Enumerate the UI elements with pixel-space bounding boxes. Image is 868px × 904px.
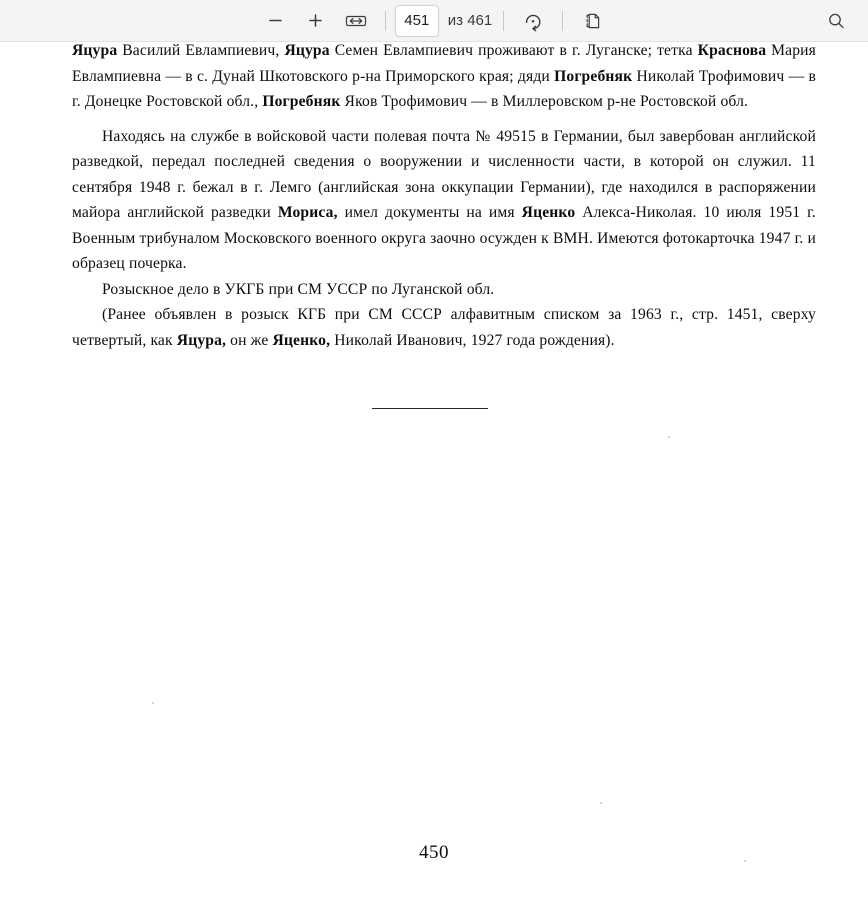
toolbar-center-group bbox=[0, 0, 868, 42]
page-number-input[interactable]: 451 bbox=[395, 5, 439, 37]
paragraph-4: (Ранее объявлен в розыск КГБ при СМ СССР алфавитным списком за 1963 г., стр. 1451, сверху четвертый, как Яцура, он же Яценко, Николай Иванович, 1927 года рождения). bbox=[72, 306, 816, 349]
paragraph-1: Яцура Василий Евлампиевич, Яцура Семен Евлампиевич проживают в г. Луганске; тетка Краснова Мария Евлампиевна — в с. Дунай Шкотовского р-на Приморского края; дяди Погребняк Николай Трофимович — в г. Донецке Ростовской обл., Погребняк Яков Трофимович — в Миллеровском р-не Ростовской обл. bbox=[72, 42, 817, 110]
paragraph-3: Розыскное дело в УКГБ при СМ УССР по Луганской обл. bbox=[102, 280, 495, 298]
pdf-viewer-toolbar bbox=[0, 0, 868, 42]
toolbar-right-group bbox=[816, 0, 856, 42]
scan-speckle bbox=[744, 860, 746, 862]
scan-speckle bbox=[600, 802, 602, 804]
search-button[interactable] bbox=[816, 6, 856, 36]
page-view-button[interactable] bbox=[572, 6, 612, 36]
fit-to-width-button[interactable] bbox=[336, 6, 376, 36]
toolbar-divider-2 bbox=[503, 11, 504, 31]
zoom-in-button[interactable] bbox=[296, 6, 336, 36]
document-page bbox=[0, 42, 868, 904]
document-body-text bbox=[72, 42, 816, 353]
scan-speckle bbox=[668, 436, 670, 438]
page-folio-number: 450 bbox=[419, 842, 449, 863]
page-count-label: из 461 bbox=[447, 12, 493, 29]
paragraph-2: Находясь на службе в войсковой части полевая почта № 49515 в Германии, был завербован английской разведкой, передал последней сведения о вооружении и численности части, в которой он служил. 11 сентября 1948 г. бежал в г. Лемго (английская зона оккупации Германии), где находился в распоряжении майора английской разведки Мориса, имел документы на имя Яценко Алекса-Николая. 10 июля 1951 г. Военным трибуналом Московского военного округа заочно осужден к ВМН. Имеются фотокарточка 1947 г. и образец почерка. bbox=[72, 127, 816, 272]
rotate-button[interactable] bbox=[513, 6, 553, 36]
zoom-out-button[interactable] bbox=[256, 6, 296, 36]
zoom-controls bbox=[256, 6, 376, 36]
toolbar-divider-1 bbox=[385, 11, 386, 31]
scan-speckle bbox=[152, 702, 154, 704]
section-divider-rule bbox=[372, 408, 488, 409]
toolbar-divider-3 bbox=[562, 11, 563, 31]
